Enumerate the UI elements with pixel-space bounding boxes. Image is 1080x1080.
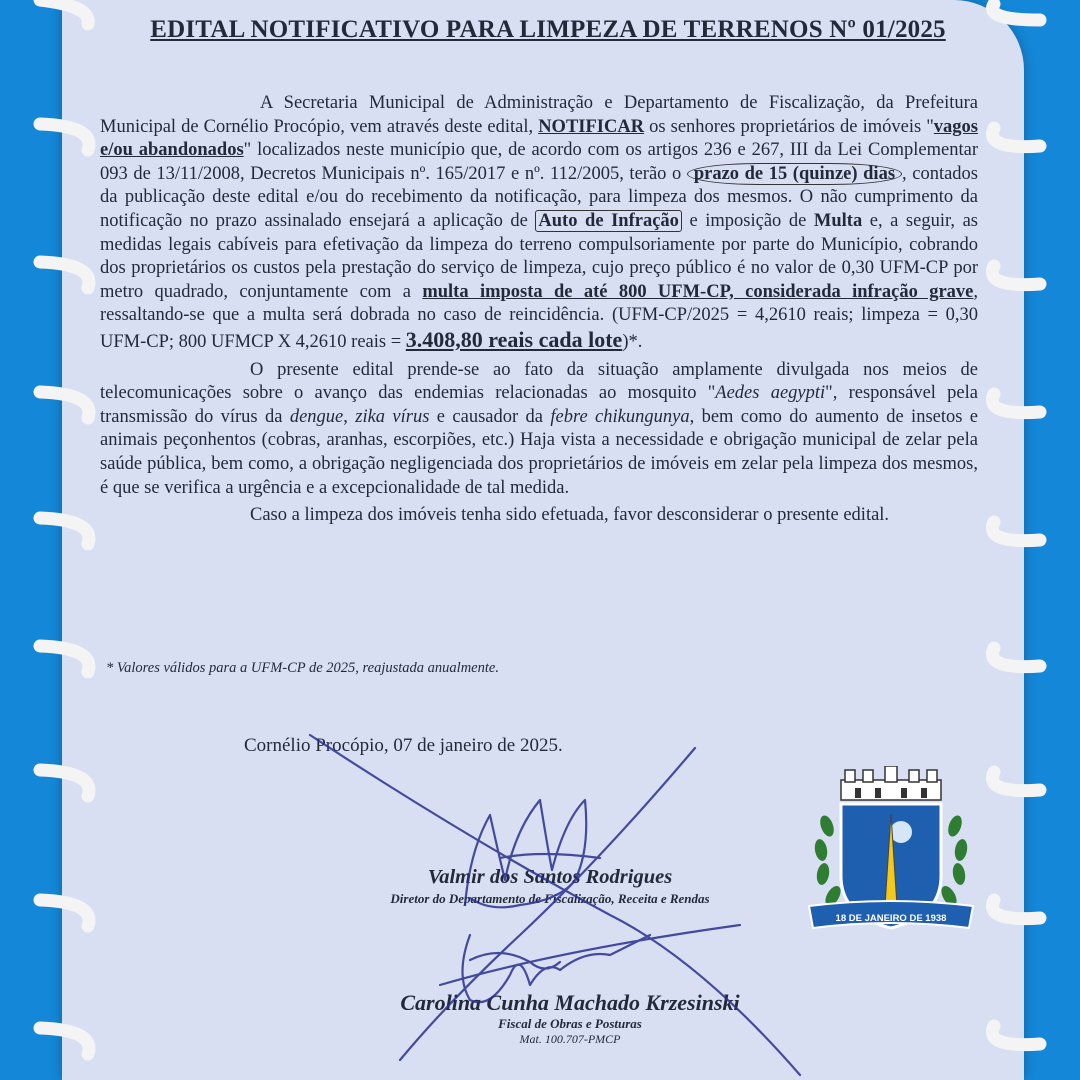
ring-left (40, 262, 89, 288)
ring-left (40, 392, 89, 418)
italic-zika: zika vírus (355, 406, 430, 427)
signatory-name: Valmir dos Santos Rodrigues (427, 866, 673, 888)
text-run: e causador da (429, 406, 551, 427)
text-run: A Secretaria Municipal de Administração e Departamento de Fiscalização, da Prefeitura Municipal de Cornélio Procópio, vem através deste edital, (100, 93, 978, 137)
italic-aedes: Aedes aegypti (715, 383, 826, 404)
ring-right (992, 772, 1040, 791)
ring-right (992, 4, 1040, 20)
emphasis-multa-imposta: multa imposta de até 800 UFM-CP, considerada infração grave (422, 281, 974, 302)
municipal-crest (805, 766, 977, 942)
text-run: , ressaltando-se que a multa será dobrada no caso de reincidência. (UFM-CP/2025 = 4,2610 reais; limpeza = 0,30 UFM-CP; 800 UFMCP X 4,2610 reais = (100, 281, 979, 352)
ring-left (40, 124, 89, 150)
ring-right (992, 900, 1040, 919)
signatory-registration: Mat. 100.707-PMCP (519, 1032, 621, 1046)
ring-left (40, 0, 88, 24)
text-run: os senhores proprietários de imóveis " (644, 116, 934, 137)
document-body (100, 92, 978, 532)
text-run: ", responsável pela transmissão do vírus da (100, 383, 978, 427)
emphasis-prazo: prazo de 15 (quinze) dias (687, 163, 902, 185)
crest-ribbon-text: 18 DE JANEIRO DE 1938 (835, 913, 947, 924)
text-run: e imposição de (681, 210, 814, 231)
text-run: " localizados neste município que, de acordo com os artigos 236 e 267, III da Lei Complementar 093 de 13/11/2008, Decretos Municipais nº. 165/2017 e nº. 112/2005, terão o (100, 140, 978, 184)
crest-sun (890, 821, 912, 843)
signature-block-1 (290, 866, 810, 907)
emphasis-valor-lote: 3.408,80 reais cada lote (405, 326, 623, 352)
text-run: , bem como do aumento de insetos e animais peçonhentos (cobras, aranhas, escorpiões, etc.) Haja vista a necessidade e obrigação municipal de zelar pela saúde pública, bem como, a obrigação negligenciada dos proprietários de imóveis em zelar pela limpeza dos mesmos, é que se verifica a urgência e a excepcionalidade de tal medida. (100, 406, 979, 498)
place-date: Cornélio Procópio, 07 de janeiro de 2025. (244, 735, 563, 756)
ring-right (992, 394, 1040, 413)
paragraph-notification (100, 92, 978, 355)
text-run: )*. (622, 331, 643, 352)
ring-left (40, 770, 89, 796)
ring-right (992, 648, 1040, 667)
crest-crown (841, 766, 941, 800)
footnote: * Valores válidos para a UFM-CP de 2025, reajustada anualmente. (106, 660, 499, 676)
ring-left (40, 900, 89, 926)
ring-right (992, 522, 1040, 541)
emphasis-multa: Multa (813, 210, 863, 231)
ring-right (992, 1026, 1040, 1045)
document-title: EDITAL NOTIFICATIVO PARA LIMPEZA DE TERRENOS Nº 01/2025 (150, 16, 946, 43)
paragraph-justification (100, 359, 978, 501)
text-run: , contados da publicação deste edital e/ou do recebimento da notificação, para limpeza dos mesmos. O não cumprimento da notificação no prazo assinalado ensejará a aplicação de (100, 163, 978, 231)
text-run: , (343, 406, 356, 427)
ring-right (992, 128, 1040, 147)
ring-right (992, 266, 1040, 285)
signatory-role: Diretor do Departamento de Fiscalização, Receita e Rendas (390, 891, 710, 906)
signature-block-2 (290, 990, 850, 1047)
emphasis-notificar: NOTIFICAR (538, 116, 645, 137)
italic-dengue: dengue (289, 406, 344, 427)
ring-left (40, 518, 89, 544)
signatory-role: Fiscal de Obras e Posturas (498, 1016, 642, 1031)
ring-left (40, 1028, 89, 1054)
italic-chikungunya: febre chikungunya (550, 406, 690, 427)
emphasis-auto-infracao: Auto de Infração (535, 210, 682, 232)
emphasis-vagos: vagos e/ou abandonados (100, 116, 978, 161)
signatory-name: Carolina Cunha Machado Krzesinski (400, 990, 740, 1015)
ring-left (40, 646, 89, 672)
text-run: e, a seguir, as medidas legais cabíveis para efetivação da limpeza do terreno compulsoriamente por parte do Município, cobrando dos proprietários os custos pela prestação do serviço de limpeza, cujo preço público é no valor de 0,30 UFM-CP por metro quadrado, conjuntamente com a (100, 210, 978, 302)
spiral-binding-right (980, 0, 1080, 1080)
text-run: O presente edital prende-se ao fato da situação amplamente divulgada nos meios de telecomunicações sobre o avanço das endemias relacionadas ao mosquito " (100, 359, 978, 404)
spiral-binding-left (0, 0, 100, 1080)
paragraph-disregard: Caso a limpeza dos imóveis tenha sido efetuada, favor desconsiderar o presente edital. (250, 505, 890, 526)
